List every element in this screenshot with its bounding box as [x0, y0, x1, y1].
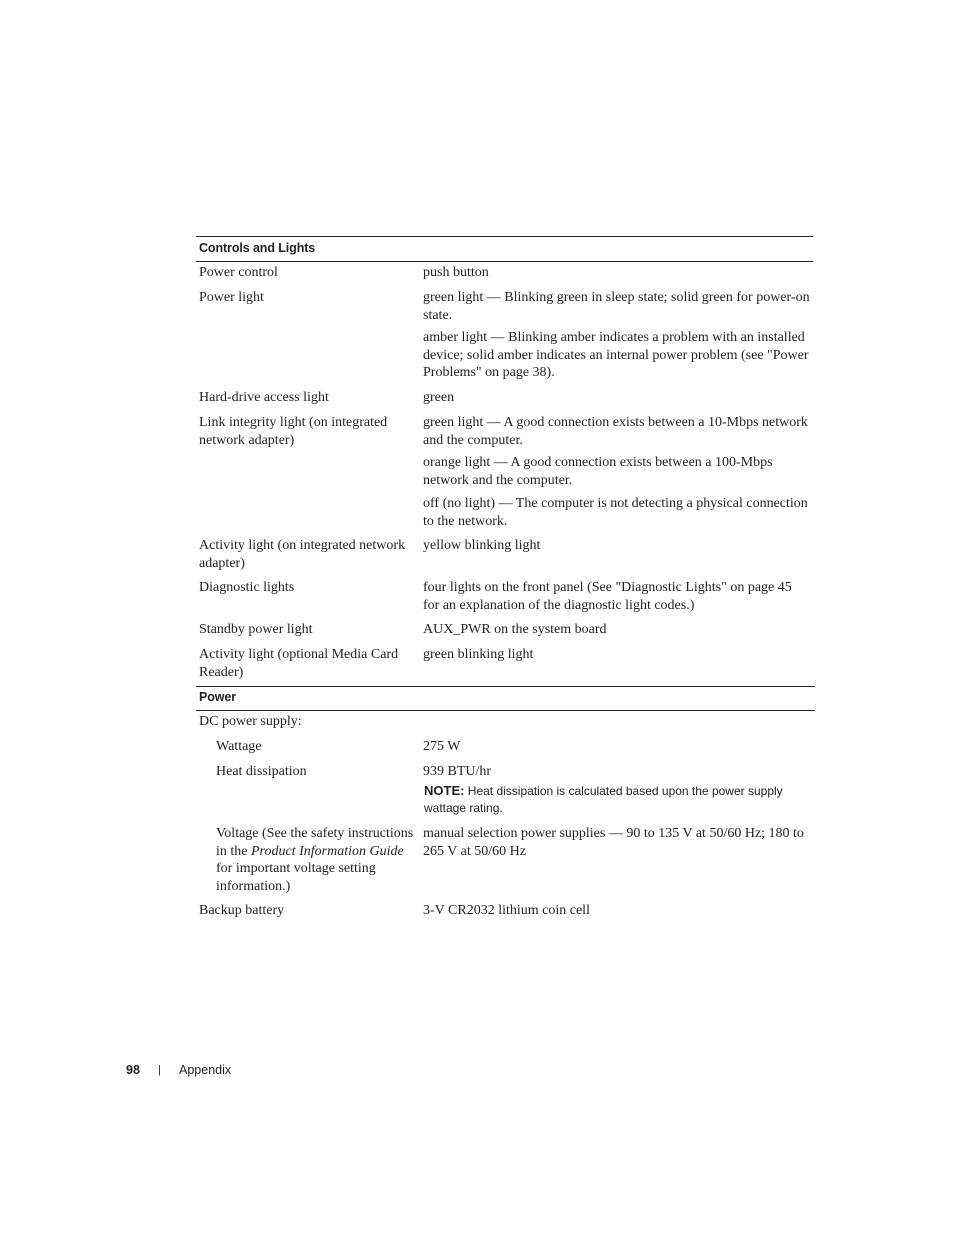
row-value-power-light-green: green light — Blinking green in sleep state; solid green for power-on state.	[423, 290, 810, 323]
row-value-activity-network: yellow blinking light	[423, 538, 541, 553]
power-heading-rule	[196, 710, 815, 711]
page-number: 98	[126, 1063, 140, 1077]
row-label-wattage: Wattage	[216, 739, 262, 754]
section-heading-rule	[196, 261, 813, 262]
row-label-standby: Standby power light	[199, 622, 313, 637]
row-value-link-off: off (no light) — The computer is not detecting a physical connection to the network.	[423, 496, 808, 529]
note-label: NOTE:	[424, 783, 465, 798]
row-label-activity-card: Activity light (optional Media Card Reader)	[199, 647, 399, 680]
row-label-link-integrity: Link integrity light (on integrated network adapter)	[199, 415, 388, 448]
row-value-standby: AUX_PWR on the system board	[423, 622, 607, 637]
voltage-label-guide-title: Product Information Guide	[251, 843, 404, 859]
row-value-wattage: 275 W	[423, 739, 461, 754]
power-top-rule	[196, 686, 815, 687]
row-value-battery: 3-V CR2032 lithium coin cell	[423, 903, 590, 918]
row-value-power-control: push button	[423, 265, 489, 280]
row-value-link-green: green light — A good connection exists between a 10-Mbps network and the computer.	[423, 415, 808, 448]
row-label-activity-network: Activity light (on integrated network adapter)	[199, 538, 406, 571]
voltage-label-end: for important voltage setting information.)	[216, 861, 376, 894]
row-value-diagnostic: four lights on the front panel (See "Diagnostic Lights" on page 45 for an explanation of the diagnostic light codes.)	[423, 580, 792, 613]
footer-separator: |	[158, 1064, 161, 1076]
row-label-voltage	[216, 825, 416, 895]
section-top-rule	[196, 236, 813, 237]
section-heading-controls: Controls and Lights	[199, 241, 316, 255]
row-label-hard-drive: Hard-drive access light	[199, 390, 329, 405]
row-value-hard-drive: green	[423, 390, 455, 405]
row-label-heat: Heat dissipation	[216, 764, 307, 779]
row-label-diagnostic: Diagnostic lights	[199, 580, 295, 595]
footer-section-title: Appendix	[179, 1063, 232, 1077]
row-value-heat: 939 BTU/hr	[423, 764, 492, 779]
voltage-label-start: Voltage (See the safety instructions in the	[216, 826, 414, 859]
section-heading-power: Power	[199, 690, 237, 704]
row-value-link-orange: orange light — A good connection exists between a 100-Mbps network and the computer.	[423, 455, 773, 488]
row-label-power-control: Power control	[199, 265, 278, 280]
row-value-power-light-amber: amber light — Blinking amber indicates a problem with an installed device; solid amber indicates an internal power problem (see "Power Problems" on page 38).	[423, 330, 809, 380]
note-text: Heat dissipation is calculated based upon the power supply wattage rating.	[424, 784, 783, 815]
row-label-power-light: Power light	[199, 290, 264, 305]
heat-note	[424, 782, 814, 817]
row-label-battery: Backup battery	[199, 903, 285, 918]
row-value-voltage: manual selection power supplies — 90 to 135 V at 50/60 Hz; 180 to 265 V at 50/60 Hz	[423, 826, 804, 859]
row-label-dc-power: DC power supply:	[199, 714, 302, 729]
row-value-activity-card: green blinking light	[423, 647, 534, 662]
